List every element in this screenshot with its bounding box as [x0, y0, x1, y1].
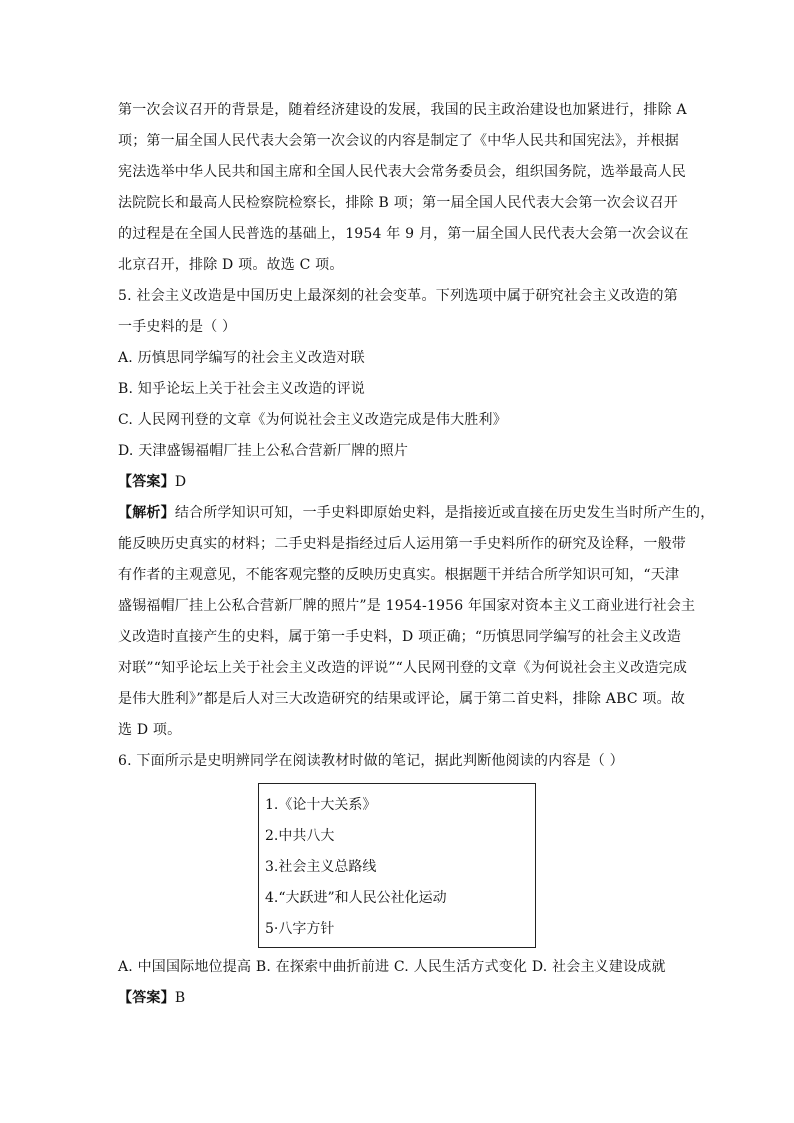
question-5-option-a: A. 历慎思同学编写的社会主义改造对联	[118, 350, 365, 366]
explanation-line: 法院院长和最高人民检察院检察长，排除 B 项；第一届全国人民代表大会第一次会议召开	[118, 195, 678, 211]
explanation-line: 宪法选举中华人民共和国主席和全国人民代表大会常务委员会，组织国务院，选举最高人民	[118, 164, 686, 180]
question-6-answer	[118, 983, 688, 1014]
analysis-tag: 【解析】	[118, 505, 175, 521]
notes-box	[258, 783, 536, 948]
note-item: 5·八字方针	[265, 921, 335, 937]
question-6-options: A. 中国国际地位提高 B. 在探索中曲折前进 C. 人民生活方式变化 D. 社会主义建设成就	[118, 959, 666, 975]
explanation-line: 第一次会议召开的背景是，随着经济建设的发展，我国的民主政治建设也加紧进行，排除 A	[118, 102, 687, 118]
question-5-answer	[118, 467, 678, 498]
explanation-line: 项；第一届全国人民代表大会第一次会议的内容是制定了《中华人民共和国宪法》，并根据	[118, 133, 679, 149]
question-5-option-b: B. 知乎论坛上关于社会主义改造的评说	[118, 381, 365, 397]
answer-value: D	[174, 474, 187, 490]
analysis-line: 盛锡福帽厂挂上公私合营新厂牌的照片”是 1954-1956 年国家对资本主义工商业进行社会主	[118, 598, 696, 614]
analysis-line: 结合所学知识可知，一手史料即原始史料，是指接近或直接在历史发生当时所产生的，	[174, 505, 715, 521]
analysis-line: 能反映历史真实的材料；二手史料是指经过后人运用第一手史料所作的研究及诠释，一般带	[118, 536, 686, 552]
analysis-line: 义改造时直接产生的史料，属于第一手史料，D 项正确；“历慎思同学编写的社会主义改造	[118, 629, 682, 645]
question-5-stem: 一手史料的是（ ）	[118, 319, 237, 335]
explanation-line: 北京召开，排除 D 项。故选 C 项。	[118, 257, 344, 273]
answer-tag: 【答案】	[118, 990, 175, 1006]
answer-tag: 【答案】	[118, 474, 175, 490]
analysis-line: 是伟大胜利》”都是后人对三大改造研究的结果或评论，属于第二首史料，排除 ABC 项。故	[118, 691, 686, 707]
question-6-stem: 6. 下面所示是史明辨同学在阅读教材时做的笔记，据此判断他阅读的内容是（ ）	[118, 753, 624, 769]
analysis-line: 选 D 项。	[118, 722, 182, 738]
question-5-option-d: D. 天津盛锡福帽厂挂上公私合营新厂牌的照片	[118, 443, 409, 459]
note-item: 1.《论十大关系》	[265, 797, 377, 813]
analysis-line: 对联”“知乎论坛上关于社会主义改造的评说”“人民网刊登的文章《为何说社会主义改造完成	[118, 660, 688, 676]
analysis-line: 有作者的主观意见，不能客观完整的反映历史真实。根据题干并结合所学知识可知，“天津	[118, 567, 680, 583]
question-6-lower	[118, 952, 688, 1014]
question-5-option-c: C. 人民网刊登的文章《为何说社会主义改造完成是伟大胜利》	[118, 412, 507, 428]
question-5-analysis	[118, 498, 715, 529]
question-5-stem: 5. 社会主义改造是中国历史上最深刻的社会变革。下列选项中属于研究社会主义改造的第	[118, 288, 678, 304]
explanation-line: 的过程是在全国人民普选的基础上，1954 年 9 月，第一届全国人民代表大会第一次会议在	[118, 226, 689, 242]
note-item: 2.中共八大	[265, 828, 335, 844]
answer-value: B	[174, 990, 186, 1006]
note-item: 3.社会主义总路线	[265, 859, 377, 875]
note-item: 4.“大跃进”和人民公社化运动	[265, 890, 447, 906]
page-content	[118, 95, 715, 777]
